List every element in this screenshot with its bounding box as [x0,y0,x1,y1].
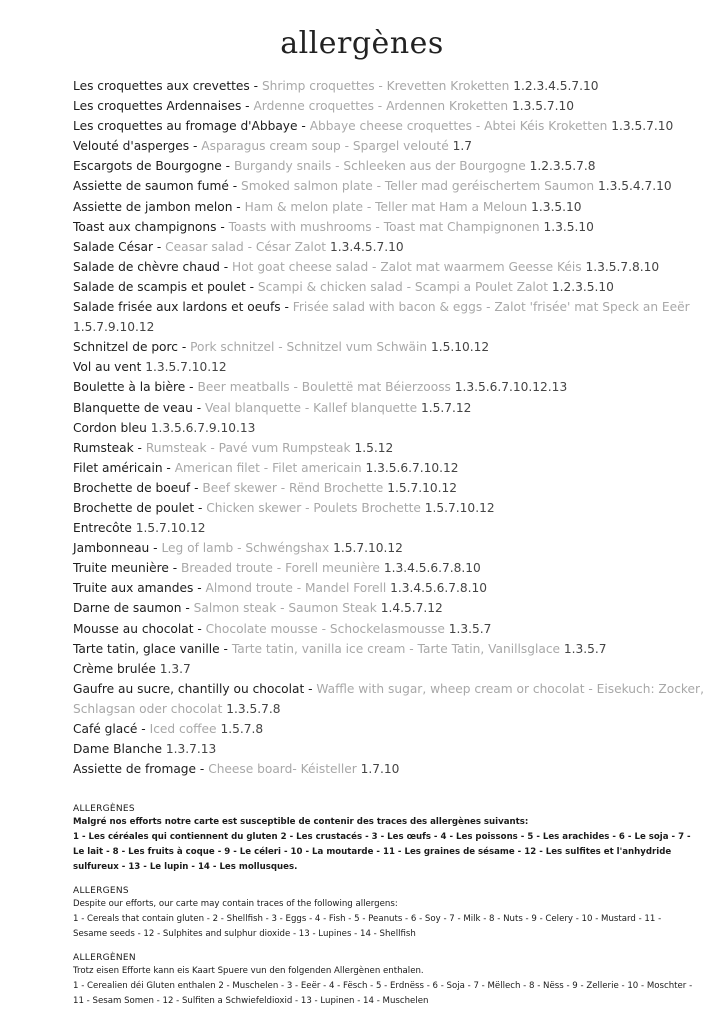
dish-name-french: Cordon bleu [73,420,147,435]
dish-name-french: Dame Blanche [73,742,162,757]
menu-item [73,639,709,659]
menu-item [73,759,709,779]
dish-name-french: Truite aux amandes [73,581,194,596]
menu-item [73,257,709,277]
dish-name-french: Salade César [73,239,154,254]
dish-name-translation: Iced coffee [149,722,217,736]
menu-item [73,719,709,739]
allergen-codes: 1.4.5.7.12 [380,601,443,616]
allergen-codes: 1.7 [452,139,472,154]
allergen-codes: 1.3.5.10 [531,199,582,214]
note-intro-english: Despite our efforts, our carte may contain traces of the following allergens: [73,899,398,909]
menu-item [73,337,709,357]
dish-name-french: Boulette à la bière [73,380,186,395]
dish-name-french: Velouté d'asperges [73,139,190,154]
dish-name-translation: Beef skewer - Rënd Brochette [202,480,384,495]
allergen-codes: 1.3.5.10 [543,219,594,234]
menu-item [73,518,709,538]
dish-name-french: Truite meunière [73,561,169,576]
dish-name-french: Filet américain [73,460,163,475]
menu-item [73,478,709,498]
note-heading-french: ALLERGÈNES [73,804,135,814]
menu-item [73,598,709,618]
page-title: allergènes [280,26,444,61]
note-heading-english: ALLERGENS [73,886,129,896]
allergen-note-luxembourgish [73,952,693,1009]
dish-name-translation: Scampi & chicken salad - Scampi a Poulet Zalot [257,279,549,294]
dish-name-french: Les croquettes aux crevettes [73,79,250,93]
dish-separator: - [133,440,146,455]
dish-separator: - [216,219,229,234]
dish-name-french: Assiette de jambon melon [73,199,233,214]
dish-name-french: Toast aux champignons [73,219,217,234]
dish-name-french: Gaufre au sucre, chantilly ou chocolat [73,681,305,696]
menu-item [73,136,709,156]
note-list-french: 1 - Les céréales qui contiennent du gluten 2 - Les crustacés - 3 - Les œufs - 4 - Les poissons - 5 - Les arachides - 6 - Le soja - 7 - Le lait - 8 - Les fruits à coque - 9 - Le céleri - 10 - La moutarde - 11 - Les graines de sésame - 12 - Les sulfites et l'anhydride sulfureux - 13 - Le lupin - 14 - Les mollusques. [73,832,691,872]
dish-separator: - [219,641,232,656]
dish-name-french: Assiette de fromage [73,762,197,777]
dish-name-translation: Veal blanquette - Kallef blanquette [205,400,418,415]
menu-item [73,277,709,297]
dish-name-translation: Toasts with mushrooms - Toast mat Champignonen [228,219,540,234]
dish-name-translation: Hot goat cheese salad - Zalot mat waarmem Geesse Kéis [232,259,582,274]
menu-item [73,156,709,176]
menu-item [73,578,709,598]
menu-item [73,357,709,377]
allergen-menu-list [73,76,709,779]
dish-name-french: Crème brulée [73,661,156,676]
allergen-codes: 1.2.3.4.5.7.10 [513,79,599,93]
menu-item [73,538,709,558]
dish-name-translation: Frisée salad with bacon & eggs - Zalot 'frisée' mat Speck an Eeër [292,300,690,315]
dish-name-translation: Asparagus cream soup - Spargel velouté [201,139,449,154]
menu-item [73,96,709,116]
dish-separator: - [193,581,206,596]
dish-name-translation: Leg of lamb - Schwéngshax [161,541,330,556]
dish-name-translation: Rumsteak - Pavé vum Rumpsteak [145,440,351,455]
dish-name-translation: Tarte tatin, vanilla ice cream - Tarte Tatin, Vanillsglace [231,641,561,656]
dish-separator: - [221,159,234,174]
dish-name-translation: Chocolate mousse - Schockelasmousse [205,621,445,636]
dish-name-french: Café glacé [73,722,138,736]
menu-item [73,558,709,578]
note-list-english: 1 - Cereals that contain gluten - 2 - Shellfish - 3 - Eggs - 4 - Fish - 5 - Peanuts - 6 - Soy - 7 - Milk - 8 - Nuts - 9 - Celery - 10 - Mustard - 11 - Sesame seeds - 12 - Sulphites and sulphur dioxide - 13 - Lupines - 14 - Shellfish [73,914,662,939]
menu-item [73,679,709,719]
dish-separator: - [304,681,317,696]
allergen-codes: 1.3.5.7.10 [511,99,574,114]
menu-item [73,116,709,136]
allergen-codes: 1.3.5.7 [563,641,607,656]
dish-separator: - [192,400,205,415]
dish-name-french: Les croquettes au fromage d'Abbaye [73,119,298,134]
dish-name-french: Mousse au chocolat [73,621,194,636]
menu-item [73,197,709,217]
dish-separator: - [219,259,233,274]
dish-name-translation: Shrimp croquettes - Krevetten Kroketten [261,79,510,93]
menu-item [73,438,709,458]
dish-name-french: Salade de scampis et poulet [73,279,246,294]
dish-name-translation: Abbaye cheese croquettes - Abtei Kéis Kroketten [309,119,608,134]
allergen-codes: 1.5.10.12 [431,340,490,355]
allergen-codes: 1.3.5.7 [448,621,492,636]
dish-name-translation: Beer meatballs - Boulettë mat Béierzooss [197,380,451,395]
menu-item [73,217,709,237]
menu-item [73,377,709,397]
dish-name-translation: Breaded troute - Forell meunière [181,561,380,576]
dish-separator: - [280,300,293,315]
allergen-codes: 1.3.5.7.8 [226,701,281,716]
dish-name-translation: Almond troute - Mandel Forell [205,581,387,596]
allergen-codes: 1.5.12 [354,440,394,455]
allergen-codes: 1.3.5.7.10 [611,119,674,134]
menu-item [73,237,709,257]
allergen-codes: 1.3.5.4.7.10 [597,179,672,194]
dish-separator: - [162,460,175,475]
dish-separator: - [193,621,206,636]
allergen-codes: 1.5.7.10.12 [387,480,457,495]
allergen-codes: 1.7.10 [360,762,400,777]
note-list-luxembourgish: 1 - Cerealien déi Gluten enthalen 2 - Muschelen - 3 - Eeër - 4 - Fësch - 5 - Erdnëss - 6 - Soja - 7 - Mëllech - 8 - Nëss - 9 - Zellerie - 10 - Moschter - 11 - Sesam Somen - 12 - Sulfiten a Schwiefeldioxid - 13 - Lupinen - 14 - Muschelen [73,981,693,1006]
allergen-codes: 1.5.7.12 [420,400,472,415]
dish-separator: - [181,601,194,616]
menu-item [73,176,709,196]
allergen-codes: 1.3.7 [159,661,191,676]
menu-item [73,619,709,639]
dish-separator: - [190,480,203,495]
dish-name-french: Brochette de boeuf [73,480,191,495]
dish-separator: - [249,79,262,93]
dish-separator: - [196,762,209,777]
menu-item [73,297,709,337]
allergen-codes: 1.3.5.7.10.12 [145,360,227,375]
allergen-codes: 1.3.4.5.7.10 [329,239,404,254]
dish-name-translation: American filet - Filet americain [174,460,362,475]
dish-name-french: Salade frisée aux lardons et oeufs [73,300,281,315]
dish-name-french: Schnitzel de porc [73,340,178,355]
dish-name-french: Tarte tatin, glace vanille [73,641,220,656]
dish-name-french: Rumsteak [73,440,134,455]
dish-name-translation: Waffle with sugar, wheep cream or chocolat - Eisekuch: Zocker, Schlagsan oder chocolat [73,681,704,716]
dish-name-translation: Chicken skewer - Poulets Brochette [206,500,421,515]
allergen-codes: 1.3.7.13 [165,742,217,757]
dish-separator: - [149,541,162,556]
dish-separator: - [185,380,198,395]
dish-separator: - [137,722,150,736]
allergen-codes: 1.3.5.6.7.9.10.13 [150,420,256,435]
dish-name-french: Blanquette de veau [73,400,193,415]
dish-separator: - [297,119,310,134]
dish-separator: - [241,99,254,114]
menu-item [73,739,709,759]
dish-separator: - [194,500,207,515]
dish-name-french: Les croquettes Ardennaises [73,99,242,114]
dish-name-translation: Cheese board- Kéisteller [208,762,357,777]
menu-item [73,659,709,679]
dish-separator: - [245,279,258,294]
dish-name-translation: Pork schnitzel - Schnitzel vum Schwäin [190,340,428,355]
note-intro-french: Malgré nos efforts notre carte est susceptible de contenir des traces des allergènes suivants: [73,817,529,827]
dish-separator: - [228,179,241,194]
menu-item [73,398,709,418]
allergen-codes: 1.2.3.5.10 [551,279,614,294]
dish-name-french: Jambonneau [73,541,150,556]
dish-name-french: Darne de saumon [73,601,182,616]
allergen-codes: 1.3.4.5.6.7.8.10 [390,581,488,596]
dish-name-french: Entrecôte [73,521,132,536]
allergen-codes: 1.3.5.6.7.10.12.13 [454,380,568,395]
dish-name-french: Escargots de Bourgogne [73,159,222,174]
dish-name-translation: Smoked salmon plate - Teller mad geréischertem Saumon [240,179,595,194]
note-heading-luxembourgish: ALLERGÈNEN [73,953,136,963]
dish-separator: - [232,199,245,214]
menu-item [73,76,709,96]
allergen-codes: 1.3.4.5.6.7.8.10 [383,561,481,576]
dish-separator: - [177,340,191,355]
dish-name-translation: Ardenne croquettes - Ardennen Kroketten [253,99,509,114]
allergen-note-french [73,803,693,875]
note-intro-luxembourgish: Trotz eisen Efforte kann eis Kaart Spuere vun den folgenden Allergènen enthalen. [73,966,424,976]
dish-name-translation: Ceasar salad - César Zalot [165,239,327,254]
dish-name-french: Salade de chèvre chaud [73,259,220,274]
allergen-codes: 1.3.5.6.7.10.12 [365,460,459,475]
dish-name-translation: Ham & melon plate - Teller mat Ham a Meloun [244,199,528,214]
allergen-note-english [73,885,693,942]
allergen-codes: 1.3.5.7.8.10 [585,259,660,274]
dish-name-french: Brochette de poulet [73,500,195,515]
allergen-codes: 1.5.7.10.12 [135,521,206,536]
dish-name-translation: Burgandy snails - Schleeken aus der Bourgogne [233,159,526,174]
allergen-codes: 1.5.7.8 [220,722,264,736]
dish-separator: - [153,239,166,254]
dish-separator: - [189,139,202,154]
allergen-codes: 1.5.7.10.12 [424,500,495,515]
dish-name-translation: Salmon steak - Saumon Steak [193,601,377,616]
allergen-codes: 1.2.3.5.7.8 [529,159,596,174]
allergen-codes: 1.5.7.10.12 [333,541,403,556]
dish-name-french: Vol au vent [73,360,142,375]
menu-item [73,498,709,518]
dish-name-french: Assiette de saumon fumé [73,179,229,194]
menu-item [73,418,709,438]
menu-item [73,458,709,478]
allergen-codes: 1.5.7.9.10.12 [73,320,155,335]
dish-separator: - [168,561,182,576]
